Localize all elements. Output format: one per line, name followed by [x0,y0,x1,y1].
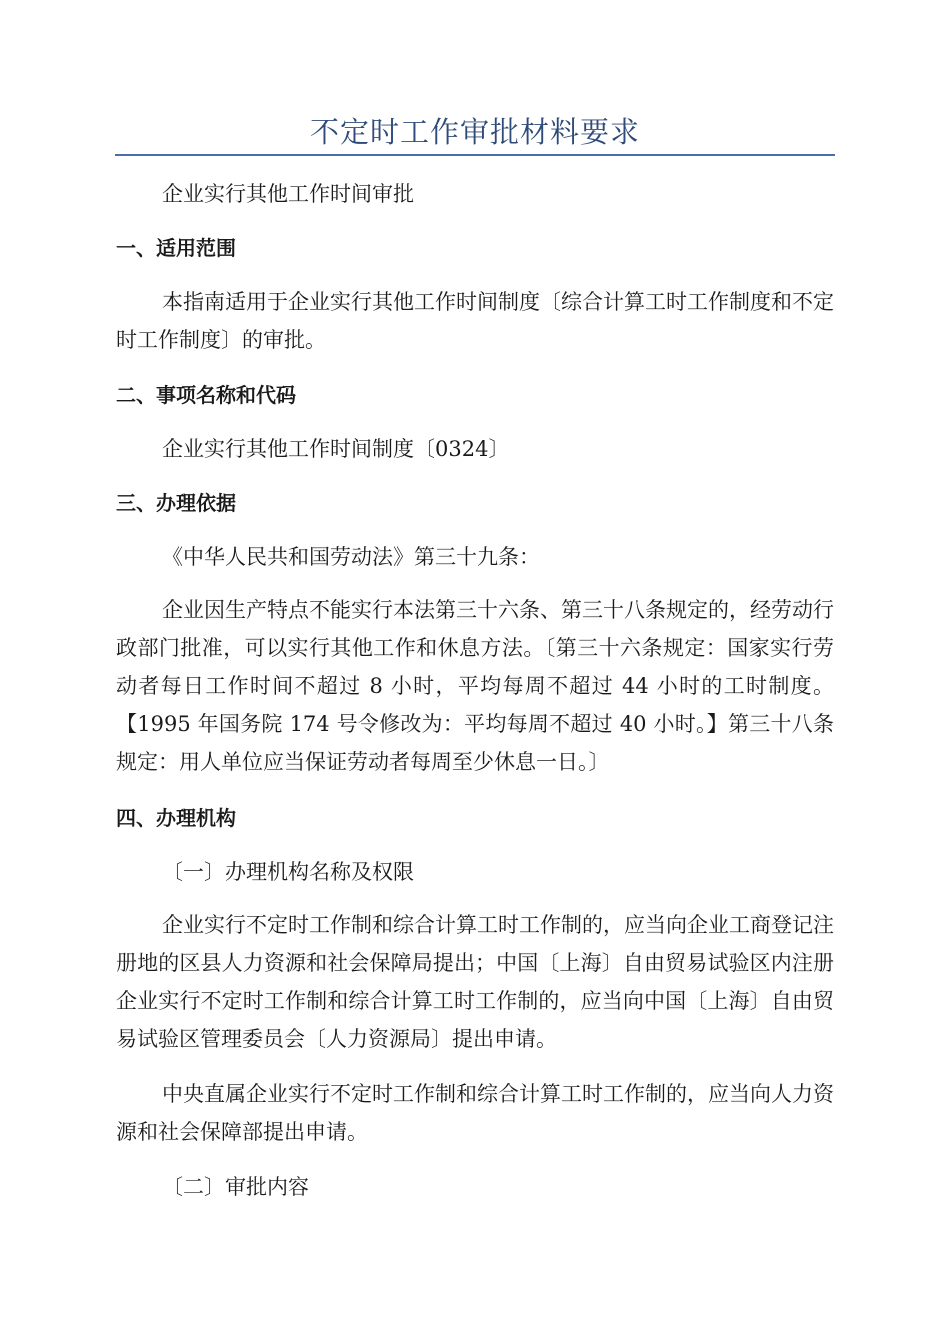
subtitle: 企业实行其他工作时间审批 [162,182,414,206]
subheading-approval-content: 〔二〕审批内容 [162,1175,309,1199]
section-heading-agency: 四、办理机构 [116,806,236,830]
section-heading-name-code: 二、事项名称和代码 [116,383,296,407]
section-heading-basis: 三、办理依据 [116,491,236,515]
law-citation: 《中华人民共和国劳动法》第三十九条： [162,545,540,569]
document-title: 不定时工作审批材料要求 [309,115,640,149]
basis-paragraph: 企业因生产特点不能实行本法第三十六条、第三十八条规定的，经劳动行政部门批准，可以实行其他工作和休息方法。〔第三十六条规定：国家实行劳动者每日工作时间不超过 8 小时，平均每周不超过 44 小时的工时制度。【1995 年国务院 174 号令修改为：平均每周不超过 40 小时。】第三十八条规定：用人单位应当保证劳动者每周至少休息一日。〕 [116,598,834,774]
name-code-paragraph: 企业实行其他工作时间制度〔0324〕 [162,437,510,461]
subheading-agency-authority: 〔一〕办理机构名称及权限 [162,860,414,884]
agency-paragraph-2: 中央直属企业实行不定时工作制和综合计算工时工作制的，应当向人力资源和社会保障部提出申请。 [116,1082,834,1144]
scope-paragraph: 本指南适用于企业实行其他工作时间制度〔综合计算工时工作制度和不定时工作制度〕的审批。 [116,290,834,352]
section-heading-scope: 一、适用范围 [116,236,236,260]
title-underline [115,154,835,156]
agency-paragraph-1: 企业实行不定时工作制和综合计算工时工作制的，应当向企业工商登记注册地的区县人力资源和社会保障局提出；中国〔上海〕自由贸易试验区内注册企业实行不定时工作制和综合计算工时工作制的，应当向中国〔上海〕自由贸易试验区管理委员会〔人力资源局〕提出申请。 [116,913,834,1051]
